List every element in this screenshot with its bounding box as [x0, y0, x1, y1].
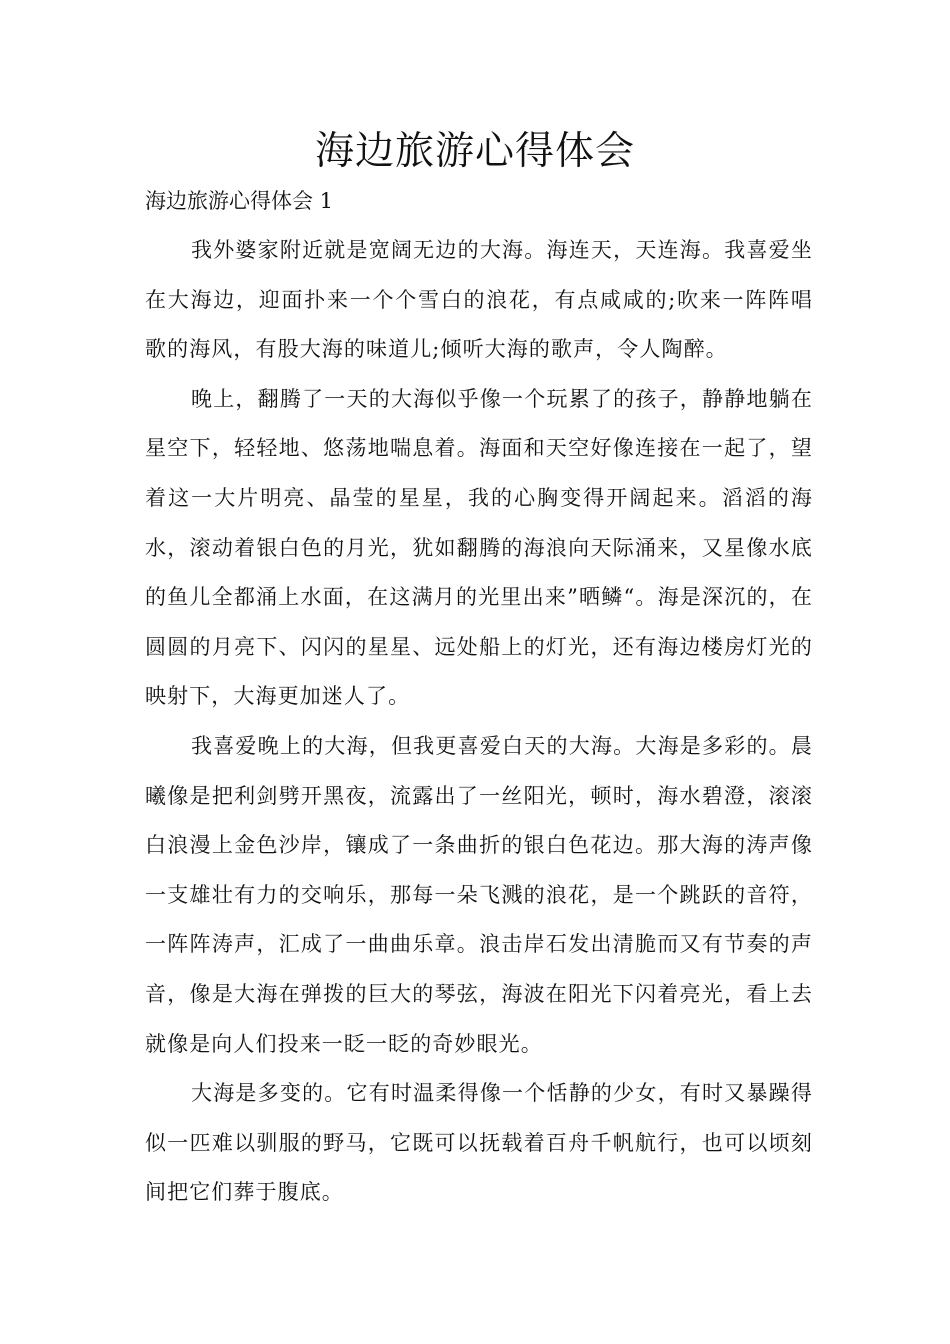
paragraph: 大海是多变的。它有时温柔得像一个恬静的少女，有时又暴躁得似一匹难以驯服的野马，它既可以抚载着百舟千帆航行，也可以顷刻间把它们葬于腹底。	[145, 1081, 813, 1205]
paragraph: 晚上，翻腾了一天的大海似乎像一个玩累了的孩子，静静地躺在星空下，轻轻地、悠荡地喘息着。海面和天空好像连接在一起了，望着这一大片明亮、晶莹的星星，我的心胸变得开阔起来。滔滔的海水，滚动着银白色的月光，犹如翻腾的海浪向天际涌来，又星像水底的鱼儿全都涌上水面，在这满月的光里出来”晒鳞“。海是深沉的，在圆圆的月亮下、闪闪的星星、远处船上的灯光，还有海边楼房灯光的映射下，大海更加迷人了。	[145, 386, 813, 709]
section-heading: 海边旅游心得体会 1	[145, 189, 334, 213]
document-body	[145, 178, 813, 1218]
paragraph: 我喜爱晚上的大海，但我更喜爱白天的大海。大海是多彩的。晨曦像是把利剑劈开黑夜，流露出了一丝阳光，顿时，海水碧澄，滚滚白浪漫上金色沙岸，镶成了一条曲折的银白色花边。那大海的涛声像一支雄壮有力的交响乐，那每一朵飞溅的浪花，是一个跳跃的音符，一阵阵涛声，汇成了一曲曲乐章。浪击岸石发出清脆而又有节奏的声音，像是大海在弹拨的巨大的琴弦，海波在阳光下闪着亮光，看上去就像是向人们投来一眨一眨的奇妙眼光。	[145, 733, 813, 1056]
paragraph: 我外婆家附近就是宽阔无边的大海。海连天，天连海。我喜爱坐在大海边，迎面扑来一个个雪白的浪花，有点咸咸的;吹来一阵阵唱歌的海风，有股大海的味道儿;倾听大海的歌声，令人陶醉。	[145, 238, 813, 362]
document-title: 海边旅游心得体会	[314, 129, 635, 174]
